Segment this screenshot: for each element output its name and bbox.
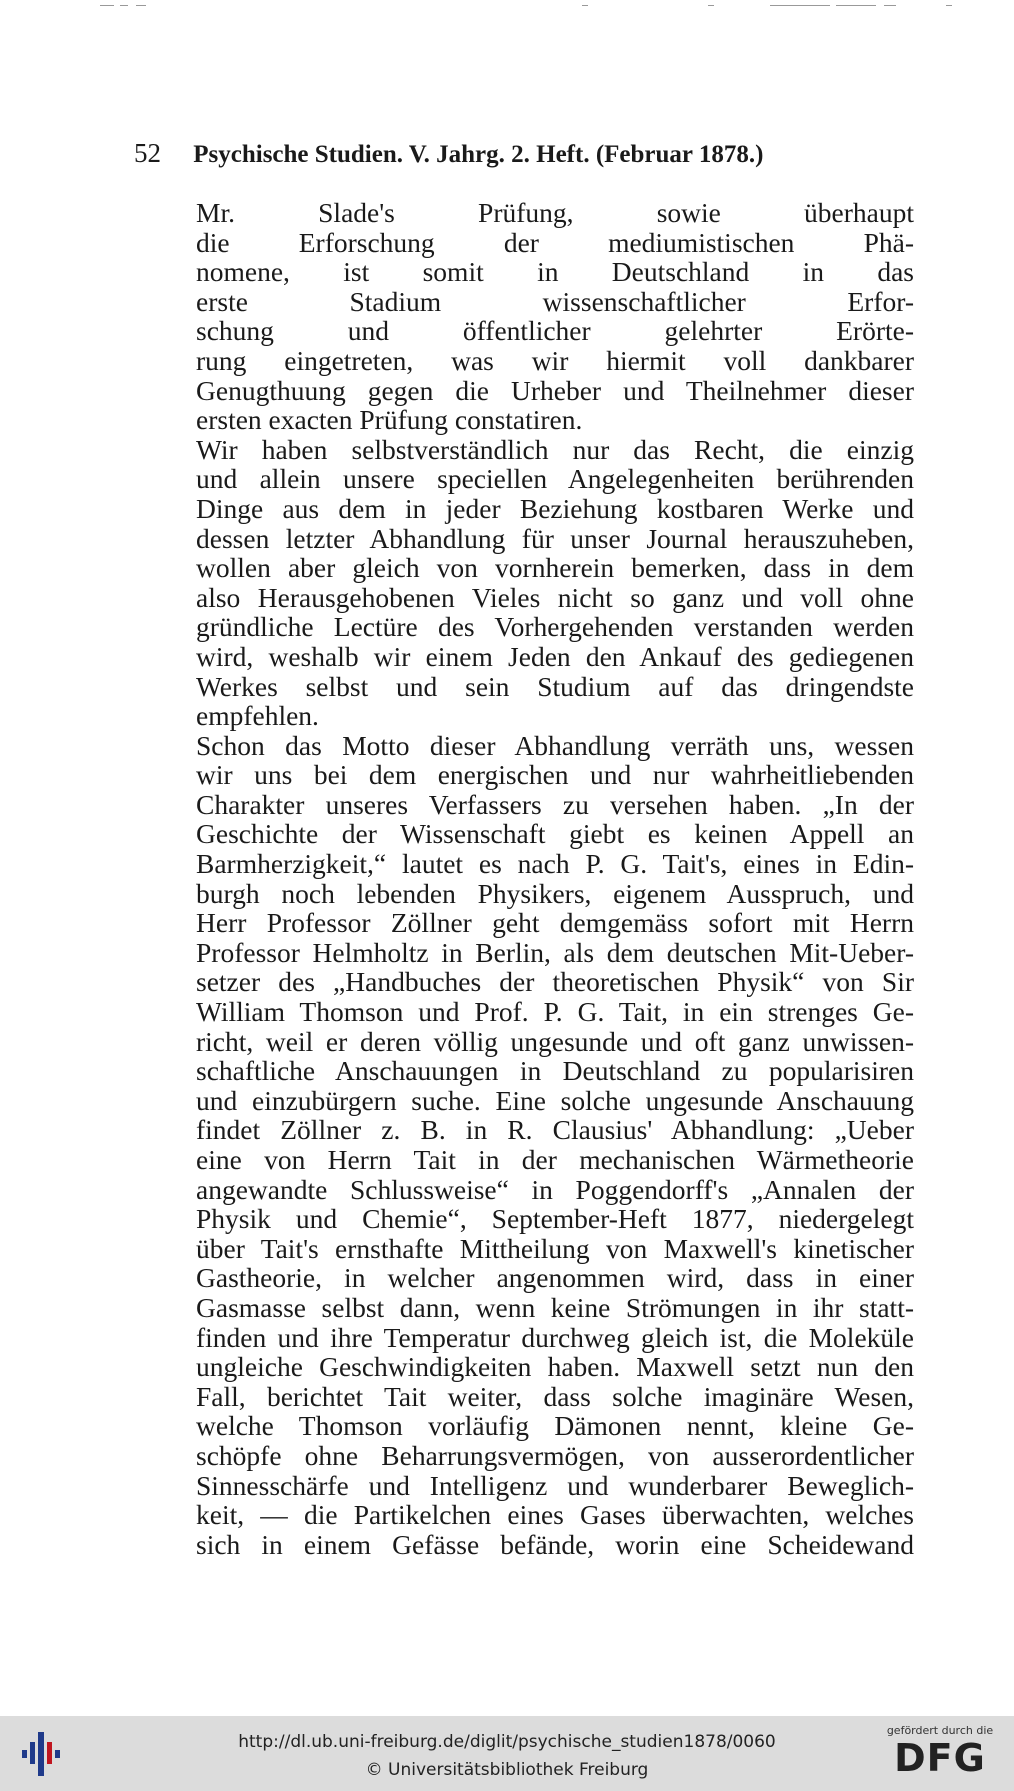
text-line: schaftliche Anschauungen in Deutschland zu popularisiren <box>196 1055 914 1087</box>
text-line: ersten exacten Prüfung constatiren. <box>196 404 583 436</box>
text-line: welche Thomson vorläufig Dämonen nennt, kleine Ge- <box>196 1410 914 1442</box>
text-line: finden und ihre Temperatur durchweg gleich ist, die Moleküle <box>196 1321 914 1353</box>
text-line: Sinnesschärfe und Intelligenz und wunderbarer Beweglich- <box>196 1469 914 1501</box>
copyright-notice: © Universitätsbibliothek Freiburg <box>365 1760 649 1780</box>
text-line: und allein unsere speciellen Angelegenheiten berührenden <box>196 463 914 495</box>
scan-top-edge-marks <box>0 0 1014 12</box>
running-title: Psychische Studien. V. Jahrg. 2. Heft. (Februar 1878.) <box>193 141 764 168</box>
text-line: Mr. Slade's Prüfung, sowie überhaupt <box>196 197 914 228</box>
paragraph-1 <box>134 198 914 435</box>
source-url-link[interactable]: http://dl.ub.uni-freiburg.de/diglit/psychische_studien1878/0060 <box>238 1732 776 1752</box>
text-line: schöpfe ohne Beharrungsvermögen, von ausserordentlicher <box>196 1439 914 1471</box>
text-line: rung eingetreten, was wir hiermit voll dankbarer <box>196 344 914 376</box>
text-line: empfehlen. <box>196 700 319 732</box>
text-line: Wir haben selbstverständlich nur das Recht, die einzig <box>196 433 914 465</box>
text-line: angewandte Schlussweise“ in Poggendorff's „Annalen der <box>196 1173 914 1205</box>
text-line: Genugthuung gegen die Urheber und Theilnehmer dieser <box>196 374 914 406</box>
text-line: also Herausgehobenen Vieles nicht so ganz und voll ohne <box>196 581 914 613</box>
text-line: gründliche Lectüre des Vorhergehenden verstanden werden <box>196 611 914 643</box>
text-line: ungleiche Geschwindigkeiten haben. Maxwell setzt nun den <box>196 1351 914 1383</box>
text-line: und einzubürgern suche. Eine solche ungesunde Anschauung <box>196 1084 914 1116</box>
text-line: Werkes selbst und sein Studium auf das dringendste <box>196 670 914 702</box>
text-line: Barmherzigkeit,“ lautet es nach P. G. Tait's, eines in Edin- <box>196 848 914 880</box>
text-line: nomene, ist somit in Deutschland in das <box>196 256 914 288</box>
text-line: erste Stadium wissenschaftlicher Erfor- <box>196 285 914 317</box>
text-line: Gastheorie, in welcher angenommen wird, dass in einer <box>196 1262 914 1294</box>
text-line: Physik und Chemie“, September-Heft 1877, niedergelegt <box>196 1203 914 1235</box>
text-line: Geschichte der Wissenschaft giebt es keinen Appell an <box>196 818 914 850</box>
text-line: dessen letzter Abhandlung für unser Journal herauszuheben, <box>196 522 914 554</box>
body-text <box>134 198 914 1559</box>
text-line: eine von Herrn Tait in der mechanischen Wärmetheorie <box>196 1144 914 1175</box>
page-header <box>134 138 914 169</box>
dfg-logo <box>880 1724 1000 1786</box>
text-line: die Erforschung der mediumistischen Phä- <box>196 226 914 258</box>
text-line: wird, weshalb wir einem Jeden den Ankauf des gediegenen <box>196 640 914 672</box>
text-line: keit, — die Partikelchen eines Gases überwachten, welches <box>196 1499 914 1531</box>
text-line: Fall, berichtet Tait weiter, dass solche imaginäre Wesen, <box>196 1380 914 1412</box>
page-number: 52 <box>134 138 161 168</box>
text-line: findet Zöllner z. B. in R. Clausius' Abhandlung: „Ueber <box>196 1114 914 1146</box>
dfg-logo-text: DFG <box>894 1736 986 1780</box>
text-line: Professor Helmholtz in Berlin, als dem deutschen Mit-Ueber- <box>196 936 914 968</box>
text-line: wir uns bei dem energischen und nur wahrheitliebenden <box>196 759 914 791</box>
paragraph-3 <box>134 731 914 1560</box>
text-line: setzer des „Handbuches der theoretischen Physik“ von Sir <box>196 966 914 998</box>
paragraph-2 <box>134 435 914 731</box>
text-line: richt, weil er deren völlig ungesunde und oft ganz unwissen- <box>196 1025 914 1057</box>
text-line: Gasmasse selbst dann, wenn keine Strömungen in ihr statt- <box>196 1291 914 1323</box>
text-line: Schon das Motto dieser Abhandlung verräth uns, wessen <box>196 729 914 761</box>
text-line: burgh noch lebenden Physikers, eigenem Ausspruch, und <box>196 877 914 909</box>
funding-note: gefördert durch die <box>886 1724 994 1737</box>
text-line: über Tait's ernsthafte Mittheilung von Maxwell's kinetischer <box>196 1232 914 1264</box>
text-line: sich in einem Gefässe befände, worin eine Scheidewand <box>196 1528 914 1560</box>
digitization-footer <box>0 1716 1014 1791</box>
text-line: Dinge aus dem in jeder Beziehung kostbaren Werke und <box>196 492 914 524</box>
text-line: wollen aber gleich von vornherein bemerken, dass in dem <box>196 552 914 584</box>
text-line: schung und öffentlicher gelehrter Erörte- <box>196 315 914 347</box>
text-line: William Thomson und Prof. P. G. Tait, in ein strenges Ge- <box>196 996 914 1028</box>
text-line: Herr Professor Zöllner geht demgemäss sofort mit Herrn <box>196 907 914 939</box>
text-line: Charakter unseres Verfassers zu versehen haben. „In der <box>196 788 914 820</box>
